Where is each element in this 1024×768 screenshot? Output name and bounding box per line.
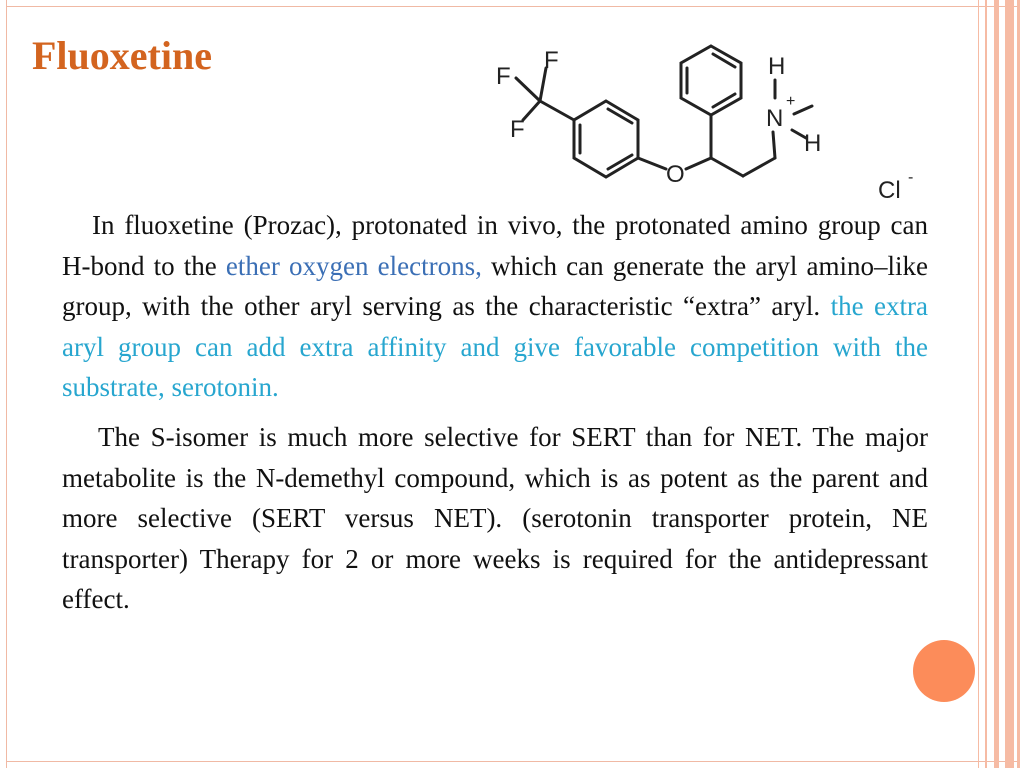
decorative-circle [913,640,975,702]
bond-n-methyl-line [794,106,812,114]
atom-h: H [768,53,786,80]
paragraph-mechanism [62,205,928,408]
highlight-extra-aryl: the extra aryl group can add extra affinity and give favorable competition with the substrate, serotonin. [62,291,928,403]
atom-f: F [496,63,511,90]
right-stripe [978,0,979,768]
lower-benzene-ring [574,101,638,177]
ring-double-bond [713,54,735,67]
bond-chain-line [743,158,775,176]
negative-charge: - [908,169,914,186]
paragraph-selectivity: The S-isomer is much more selective for SERT than for NET. The major metabolite is the N-demethyl compound, which is as potent as the parent and more selective (SERT versus NET). (serotonin transporter protein, NE transporter) Therapy for 2 or more weeks is required for the antidepressant effect. [62,421,928,615]
frame-top-border [6,6,1018,7]
atom-f: F [544,47,559,74]
bond-cf3-ring-line [540,101,574,120]
bond-c-f-line [516,78,540,101]
upper-benzene-ring [681,46,741,115]
right-stripe [1005,0,1014,768]
positive-charge: + [786,93,796,110]
bond-chain-line [711,158,743,176]
paragraph-text: In fluoxetine (Prozac), protonated in vivo, the protonated amino group can H-bond to the [62,210,928,281]
bond-ring-o-line [638,158,666,169]
paragraph-text: which can generate the aryl amino–like group, with the other aryl serving as the characteristic “extra” aryl. [62,250,928,322]
chloride-ion: Cl [878,177,901,200]
fluoxetine-structure-diagram [480,34,920,200]
right-stripe [1017,0,1020,768]
bond-o-ch-line [686,158,711,169]
frame-bottom-border [6,761,1018,762]
frame-left-border [6,0,7,768]
atom-h: H [804,130,822,157]
right-stripe [985,0,987,768]
right-stripe [994,0,999,768]
bond-chain-n-line [773,132,775,158]
atom-f: F [510,116,525,143]
ring-double-bond [713,94,735,107]
atom-o: O [666,161,685,188]
atom-n: N [766,105,784,132]
highlight-ether-oxygen: ether oxygen electrons, [225,250,482,281]
slide-body [62,205,928,620]
slide-title: Fluoxetine [32,33,212,78]
bond-c-f-line [523,101,540,120]
